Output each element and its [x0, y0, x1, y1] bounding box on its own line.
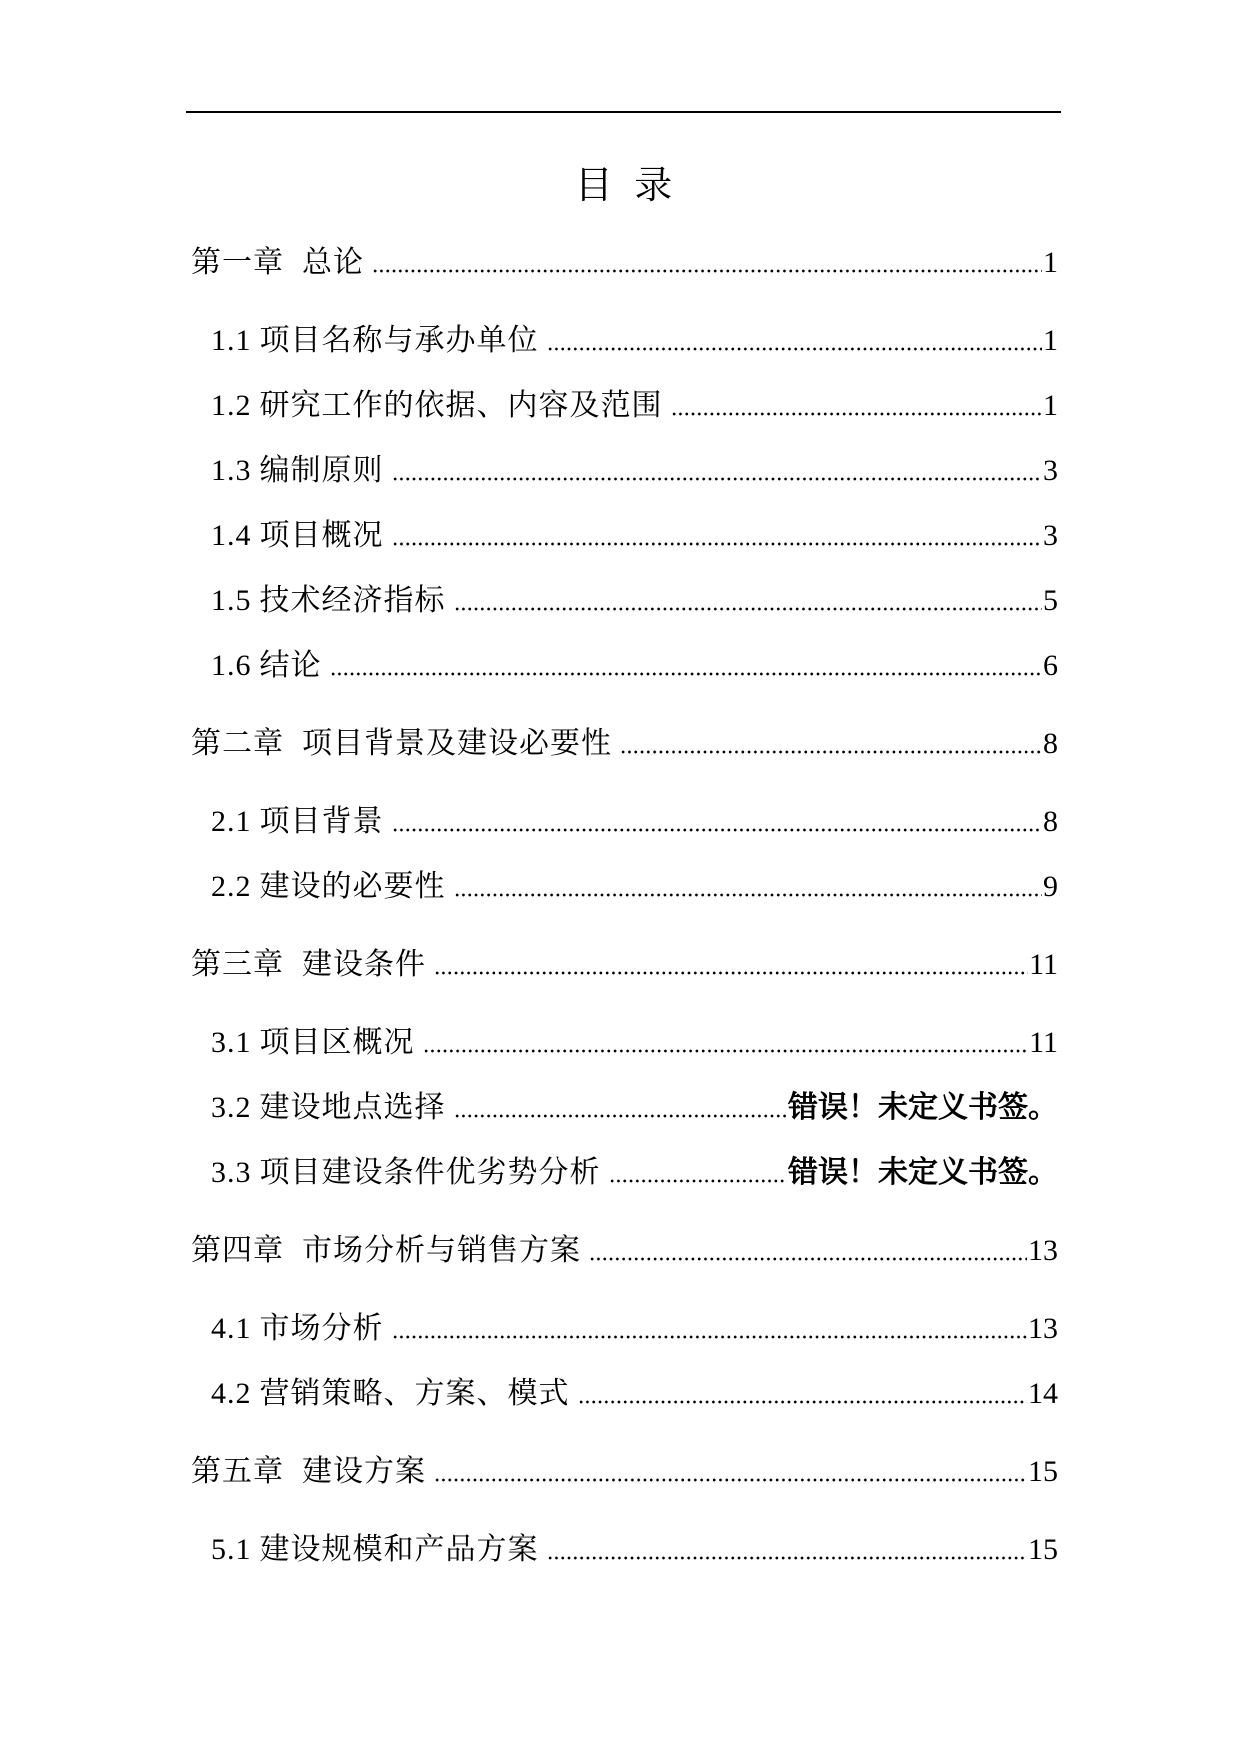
toc-section[interactable]	[191, 373, 1058, 438]
toc-section-number: 1.1	[211, 323, 252, 357]
toc-chapter-number: 第一章	[191, 245, 284, 279]
toc-page-number: 6	[1043, 648, 1058, 682]
header-rule	[186, 111, 1061, 113]
toc-entry-title: 项目背景及建设必要性	[302, 726, 612, 760]
toc-entry-title: 项目建设条件优劣势分析	[259, 1155, 601, 1189]
toc-entry-title: 营销策略、方案、模式	[259, 1376, 570, 1410]
toc-section-number: 1.6	[211, 648, 252, 682]
toc-chapter[interactable]	[191, 711, 1058, 776]
toc-entry-title: 结论	[259, 648, 322, 682]
toc-chapter[interactable]	[191, 230, 1058, 295]
dot-leader	[434, 1478, 1027, 1482]
toc-section[interactable]	[191, 1140, 1058, 1205]
toc-page-number: 1	[1043, 323, 1058, 357]
toc-entry-title: 项目概况	[259, 518, 384, 552]
dot-leader	[330, 672, 1043, 676]
toc-chapter-number: 第五章	[191, 1454, 284, 1488]
toc-bookmark-error: 错误！未定义书签。	[788, 1090, 1058, 1124]
toc-entry-title: 技术经济指标	[259, 583, 446, 617]
dot-leader	[392, 1335, 1028, 1339]
dot-leader	[392, 477, 1043, 481]
dot-leader	[454, 607, 1043, 611]
dot-leader	[392, 828, 1043, 832]
toc-page-number: 15	[1028, 1532, 1058, 1566]
toc-page-number: 9	[1043, 869, 1058, 903]
toc-entry-title: 编制原则	[259, 453, 384, 487]
toc-page-number: 8	[1043, 804, 1058, 838]
toc-section[interactable]	[191, 1075, 1058, 1140]
toc-section[interactable]	[191, 1296, 1058, 1361]
toc-chapter-number: 第二章	[191, 726, 284, 760]
toc-entry-title: 建设条件	[302, 947, 426, 981]
toc-entry-title: 市场分析	[259, 1311, 384, 1345]
dot-leader	[671, 412, 1043, 416]
toc-section[interactable]	[191, 568, 1058, 633]
toc-section[interactable]	[191, 1010, 1058, 1075]
dot-leader	[547, 1556, 1028, 1560]
toc-entry-title: 建设规模和产品方案	[259, 1532, 539, 1566]
toc-entry-title: 总论	[302, 245, 364, 279]
toc-page-number: 1	[1043, 245, 1058, 279]
toc-section[interactable]	[191, 503, 1058, 568]
table-of-contents	[191, 217, 1058, 1582]
toc-entry-title: 项目名称与承办单位	[259, 323, 539, 357]
toc-chapter-number: 第三章	[191, 947, 284, 981]
toc-section[interactable]	[191, 438, 1058, 503]
dot-leader	[589, 1257, 1027, 1261]
toc-chapter[interactable]	[191, 1439, 1058, 1504]
toc-section-number: 3.3	[211, 1155, 252, 1189]
page-title: 目 录	[574, 165, 679, 207]
toc-section-number: 1.4	[211, 518, 252, 552]
toc-entry-title: 建设地点选择	[259, 1090, 446, 1124]
toc-entry-title: 建设的必要性	[259, 869, 446, 903]
toc-page-number: 5	[1043, 583, 1058, 617]
dot-leader	[454, 893, 1043, 897]
toc-page-number: 11	[1029, 1025, 1058, 1059]
dot-leader	[372, 269, 1042, 273]
toc-section[interactable]	[191, 1361, 1058, 1426]
toc-entry-title: 项目背景	[259, 804, 384, 838]
toc-page-number: 3	[1043, 518, 1058, 552]
toc-chapter[interactable]	[191, 932, 1058, 997]
toc-entry-title: 市场分析与销售方案	[302, 1233, 581, 1267]
toc-page-number: 13	[1028, 1233, 1058, 1267]
toc-section-number: 1.2	[211, 388, 252, 422]
toc-section-number: 4.2	[211, 1376, 252, 1410]
toc-bookmark-error: 错误！未定义书签。	[788, 1155, 1058, 1189]
toc-section-number: 3.1	[211, 1025, 252, 1059]
toc-section-number: 5.1	[211, 1532, 252, 1566]
toc-page-number: 15	[1028, 1454, 1058, 1488]
toc-section-number: 4.1	[211, 1311, 252, 1345]
toc-section[interactable]	[191, 854, 1058, 919]
toc-page-number: 11	[1029, 947, 1058, 981]
toc-page-number: 8	[1043, 726, 1058, 760]
toc-page-number: 14	[1028, 1376, 1058, 1410]
dot-leader	[620, 750, 1042, 754]
toc-page-number: 3	[1043, 453, 1058, 487]
toc-section-number: 2.1	[211, 804, 252, 838]
dot-leader	[392, 542, 1043, 546]
toc-section[interactable]	[191, 308, 1058, 373]
toc-section-number: 3.2	[211, 1090, 252, 1124]
dot-leader	[547, 347, 1043, 351]
toc-section[interactable]	[191, 789, 1058, 854]
toc-chapter[interactable]	[191, 1218, 1058, 1283]
toc-section-number: 2.2	[211, 869, 252, 903]
dot-leader	[454, 1114, 788, 1118]
toc-section-number: 1.5	[211, 583, 252, 617]
toc-entry-title: 研究工作的依据、内容及范围	[259, 388, 663, 422]
toc-section-number: 1.3	[211, 453, 252, 487]
dot-leader	[423, 1049, 1029, 1053]
toc-section[interactable]	[191, 633, 1058, 698]
dot-leader	[609, 1179, 788, 1183]
toc-page-number: 13	[1028, 1311, 1058, 1345]
toc-section[interactable]	[191, 1517, 1058, 1582]
toc-entry-title: 项目区概况	[259, 1025, 415, 1059]
toc-chapter-number: 第四章	[191, 1233, 284, 1267]
toc-entry-title: 建设方案	[302, 1454, 426, 1488]
dot-leader	[434, 971, 1028, 975]
dot-leader	[578, 1400, 1028, 1404]
toc-page-number: 1	[1043, 388, 1058, 422]
